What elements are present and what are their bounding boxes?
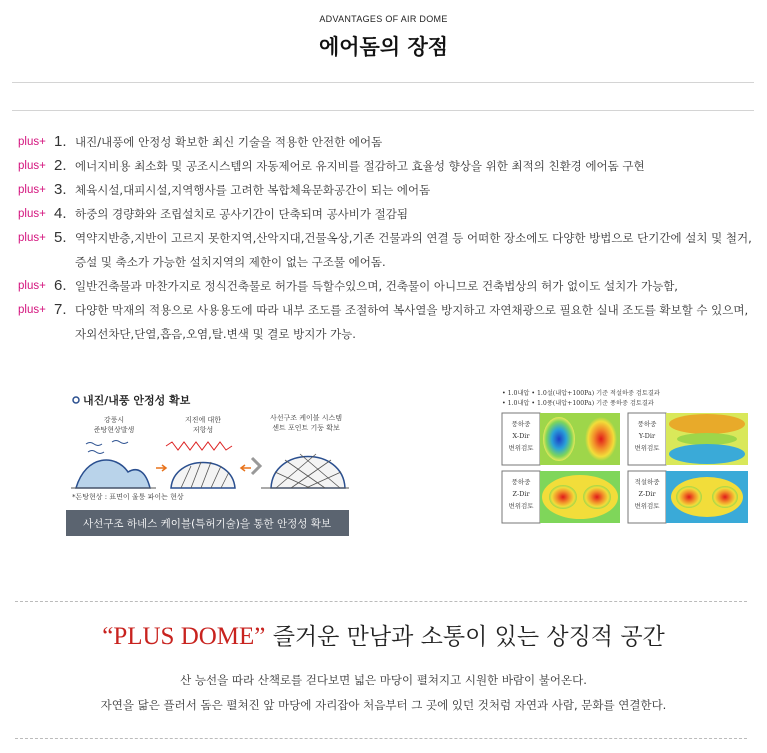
slogan-text: 즐거운 만남과 소통이 있는 상징적 공간 (272, 624, 665, 650)
analysis-note-snow: • 1.0내압 • 1.0설(내압+100Pa) 기준 적설하중 검토결과 (502, 390, 660, 397)
plus-prefix: plus+ (18, 208, 46, 220)
divider-second (12, 110, 754, 111)
slogan (0, 618, 767, 651)
label-resistance: 저항성 (192, 426, 214, 434)
item-number: 4. (54, 205, 67, 222)
plus-prefix: plus+ (18, 304, 46, 316)
figure-caption: 사선구조 하네스 케이블(특허기술)을 통한 안정성 확보 (82, 518, 332, 530)
advantage-item-2 (18, 154, 758, 178)
item-number: 3. (54, 181, 67, 198)
label-ponding: 준탕현상발생 (93, 426, 135, 434)
divider-top (12, 82, 754, 83)
plus-prefix: plus+ (18, 136, 46, 148)
advantages-list (18, 130, 758, 346)
advantage-item-3 (18, 178, 758, 202)
plus-prefix: plus+ (18, 280, 46, 292)
svg-text:Z-Dir: Z-Dir (512, 490, 530, 498)
item-text: 체육시설,대피시설,지역행사를 고려한 복합체육문화공간이 되는 에어돔 (75, 183, 431, 197)
section-eyebrow: ADVANTAGES OF AIR DOME (319, 14, 448, 24)
item-text: 일반건축물과 마찬가지로 정식건축물로 허가를 득할수있으며, 건축물이 아니므로 건축법상의 허가 없이도 설치가 가능함, (75, 279, 678, 293)
item-text: 하중의 경량화와 조립설치로 공사기간이 단축되며 공사비가 절감됨 (75, 207, 408, 221)
figure-heading: 내진/내풍 안정성 확보 (83, 394, 191, 407)
item-text: 역약지반층,지반이 고르지 못한지역,산악지대,건물옥상,기존 건물과의 연결 등 어떠한 장소에도 다양한 방법으로 단기간에 설치 및 철거, 증설 및 축소가 가능한 설치지역의 제한이 없는 구조물 에어돔. (75, 231, 752, 269)
brand-name: “PLUS DOME” (102, 623, 266, 650)
svg-text:변위검토: 변위검토 (634, 444, 660, 452)
plus-prefix: plus+ (18, 184, 46, 196)
advantage-item-5 (18, 226, 758, 274)
plus-prefix: plus+ (18, 232, 46, 244)
svg-text:변위검토: 변위검토 (508, 444, 534, 452)
svg-text:X-Dir: X-Dir (512, 432, 530, 440)
advantage-item-7 (18, 298, 758, 346)
figure-footnote: *돈탕현상 : 표면이 울퉁 파이는 현상 (72, 493, 184, 501)
item-number: 6. (54, 277, 67, 294)
advantage-item-4 (18, 202, 758, 226)
item-number: 7. (54, 301, 67, 318)
item-number: 1. (54, 133, 67, 150)
item-text: 다양한 막재의 적용으로 사용용도에 따라 내부 조도를 조절하여 복사열을 방지하고 자연채광으로 필요한 실내 조도를 확보할 수 있으며, 자외선차단,단열,흡음,오염,탈.변색 및 결로 방지가 가능. (75, 303, 749, 341)
plus-prefix: plus+ (18, 160, 46, 172)
dashed-divider-top (15, 601, 747, 602)
label-strong-wind: 강풍시 (103, 416, 125, 424)
svg-text:풍하중: 풍하중 (511, 478, 531, 486)
analysis-note-wind: • 1.0내압 • 1.0풍(내압+100Pa) 기준 풍하중 검토결과 (502, 400, 654, 407)
item-text: 에너지비용 최소화 및 공조시스템의 자동제어로 유지비를 절감하고 효율성 향상을 위한 최적의 친환경 에어돔 구현 (75, 159, 645, 173)
label-seismic: 지진에 대한 (184, 416, 222, 424)
page-title: 에어돔의 장점 (318, 35, 449, 59)
panel-snow-z (628, 471, 748, 523)
advantage-item-6 (18, 274, 758, 298)
item-number: 2. (54, 157, 67, 174)
item-number: 5. (54, 229, 67, 246)
panel-wind-x (502, 413, 620, 465)
svg-text:변위검토: 변위검토 (634, 502, 660, 510)
load-analysis-figure (497, 386, 754, 525)
svg-text:적설하중: 적설하중 (634, 478, 660, 486)
label-cable-system: 사선구조 케이블 시스템 (269, 414, 343, 422)
seismic-wind-stability-figure (66, 384, 349, 539)
svg-text:Z-Dir: Z-Dir (638, 490, 656, 498)
svg-text:변위검토: 변위검토 (508, 502, 534, 510)
svg-text:Y-Dir: Y-Dir (638, 432, 656, 440)
svg-text:풍하중: 풍하중 (637, 420, 657, 428)
panel-wind-y (628, 413, 748, 465)
body-line-2: 자연을 닮은 플러서 돔은 펼쳐진 앞 마당에 자리잡아 처음부터 그 곳에 있던 것처럼 자연과 사람, 문화를 연결한다. (100, 698, 667, 712)
label-center-point: 센트 포인트 기둥 확보 (272, 424, 340, 432)
panel-wind-z (502, 471, 620, 523)
item-text: 내진/내풍에 안정성 확보한 최신 기술을 적용한 안전한 에어돔 (75, 135, 383, 149)
svg-text:풍하중: 풍하중 (511, 420, 531, 428)
body-line-1: 산 능선을 따라 산책로를 걷다보면 넓은 마당이 펼쳐지고 시원한 바람이 불어온다. (180, 673, 587, 687)
dashed-divider-bottom (15, 738, 747, 739)
advantage-item-1 (18, 130, 758, 154)
